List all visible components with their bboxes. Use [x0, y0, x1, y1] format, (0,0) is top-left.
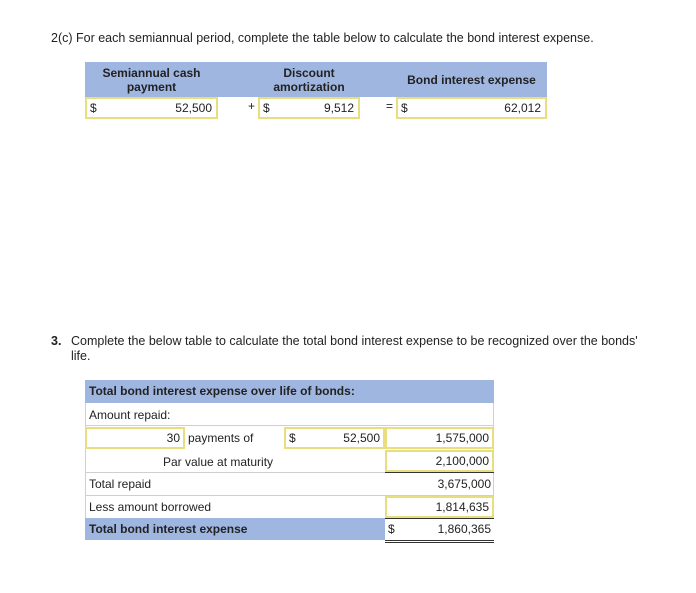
payments-count: 30: [166, 431, 180, 445]
question-3-heading: Complete the below table to calculate the total bond interest expense to be recognized over the bonds': [71, 334, 638, 348]
payment-amount-cell[interactable]: [284, 427, 385, 449]
amortization-value: 9,512: [323, 101, 354, 115]
plus-operator: +: [248, 99, 256, 113]
payment-amount: 52,500: [343, 431, 380, 445]
currency-symbol: $: [388, 522, 395, 536]
header-bond-interest-expense: Bond interest expense: [396, 62, 547, 97]
currency-symbol: $: [263, 101, 270, 115]
header-semiannual-cash-payment: Semiannual cash payment: [85, 62, 218, 97]
less-borrowed-cell[interactable]: [385, 496, 494, 518]
amortization-cell[interactable]: [258, 97, 360, 119]
par-value-label: Par value at maturity: [163, 455, 274, 469]
payment-cell[interactable]: [85, 97, 218, 119]
par-value: 2,100,000: [435, 454, 489, 468]
question-2c-heading: 2(c) For each semiannual period, complete the table below to calculate the bond interest expense.: [51, 31, 594, 45]
expense-cell[interactable]: [396, 97, 547, 119]
payments-total: 1,575,000: [435, 431, 489, 445]
total-repaid-value: 3,675,000: [437, 477, 491, 491]
amount-repaid-label: Amount repaid:: [89, 408, 171, 422]
less-borrowed-label: Less amount borrowed: [89, 500, 212, 514]
question-3-heading-cont: life.: [71, 349, 91, 363]
total-repaid-label: Total repaid: [89, 477, 152, 491]
table-3-header: [85, 380, 494, 403]
payments-of-label: payments of: [188, 431, 254, 445]
currency-symbol: $: [289, 431, 296, 445]
payment-value: 52,500: [175, 101, 212, 115]
header-discount-amortization: Discount amortization: [258, 62, 360, 97]
payments-total-cell[interactable]: [385, 427, 494, 449]
less-borrowed-value: 1,814,635: [435, 500, 489, 514]
currency-symbol: $: [401, 101, 408, 115]
currency-symbol: $: [90, 101, 97, 115]
table-3-title: Total bond interest expense over life of bonds:: [89, 384, 355, 398]
question-3-number: 3.: [51, 334, 62, 348]
total-expense-value: 1,860,365: [437, 522, 491, 536]
par-value-cell[interactable]: [385, 450, 494, 472]
expense-value: 62,012: [504, 101, 541, 115]
total-expense-cell: [385, 518, 494, 540]
payments-count-cell[interactable]: [85, 427, 185, 449]
equals-operator: =: [386, 99, 394, 113]
total-expense-label: Total bond interest expense: [89, 522, 248, 536]
